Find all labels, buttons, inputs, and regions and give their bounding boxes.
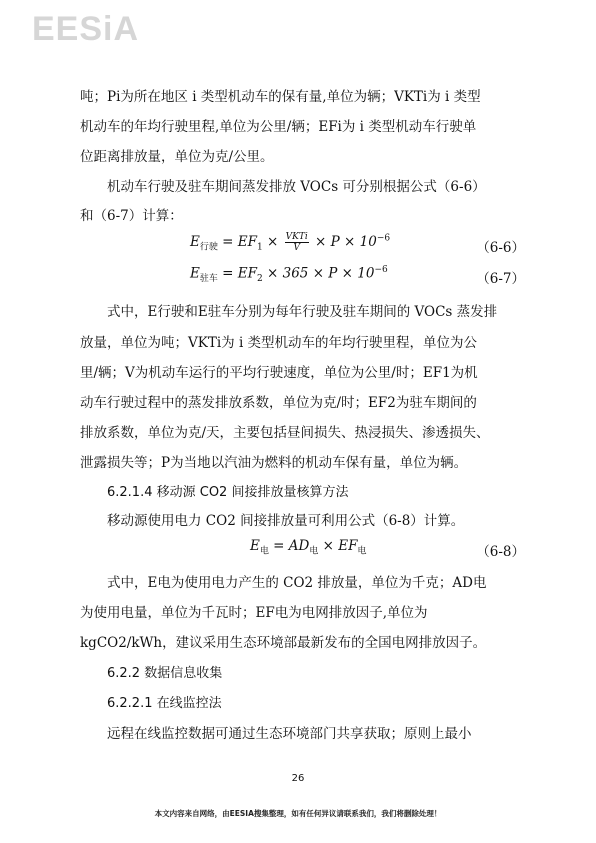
eq68-number: （6-8） bbox=[476, 544, 525, 560]
eq66-times: × bbox=[267, 234, 279, 250]
eq68-eq: = AD bbox=[273, 538, 310, 554]
eq66-ef-sub: 1 bbox=[257, 242, 263, 253]
eq66-number: （6-6） bbox=[476, 240, 525, 256]
section-heading-6-2-2-1: 6.2.2.1 在线监控法 bbox=[107, 696, 222, 711]
eq67-exp: −6 bbox=[374, 265, 388, 275]
eq67-rest: × 365 × P × 10 bbox=[267, 265, 375, 282]
body-line: 移动源使用电力 CO2 间接排放量可利用公式（6-8）计算。 bbox=[107, 513, 465, 529]
eq68-lhs-sub: 电 bbox=[259, 546, 269, 557]
eq67-lhs: E bbox=[190, 265, 200, 282]
body-line: 吨；Pi为所在地区 i 类型机动车的保有量,单位为辆；VKTi为 i 类型 bbox=[80, 89, 481, 105]
page-number: 26 bbox=[291, 773, 305, 784]
body-line: 泄露损失等；P为当地以汽油为燃料的机动车保有量，单位为辆。 bbox=[80, 455, 468, 471]
eq68-times: × EF bbox=[322, 538, 358, 554]
eq66-fraction bbox=[285, 232, 309, 253]
body-line: 和（6-7）计算： bbox=[80, 208, 183, 224]
eq66-exp: −6 bbox=[376, 233, 391, 244]
body-line: 机动车的年均行驶里程,单位为公里/辆；EFi为 i 类型机动车行驶单 bbox=[80, 119, 477, 135]
body-line: 放量，单位为吨；VKTi为 i 类型机动车的年均行驶里程，单位为公 bbox=[80, 335, 478, 351]
eq66-lhs-sub: 行驶 bbox=[199, 242, 218, 253]
body-line: 位距离排放量，单位为克/公里。 bbox=[80, 149, 274, 165]
body-line: 动车行驶过程中的蒸发排放系数，单位为克/时；EF2为驻车期间的 bbox=[80, 395, 477, 411]
eq68-ef-sub: 电 bbox=[357, 546, 367, 557]
eq67-eq: = EF bbox=[222, 265, 257, 282]
body-line: 式中，E行驶和E驻车分别为每年行驶及驻车期间的 VOCs 蒸发排 bbox=[107, 304, 498, 320]
eq66-lhs: E bbox=[190, 234, 200, 250]
eq67-lhs-sub: 驻车 bbox=[199, 274, 218, 285]
eq66-eq: = EF bbox=[222, 234, 257, 250]
body-line: 排放系数，单位为克/天，主要包括昼间损失、热浸损失、渗透损失、 bbox=[80, 425, 490, 441]
body-line: 机动车行驶及驻车期间蒸发排放 VOCs 可分别根据公式（6-6） bbox=[107, 179, 486, 195]
eq68-lhs: E bbox=[250, 538, 260, 554]
footer-notice: 本文内容来自网络，由EESIA搜集整理，如有任何异议请联系我们，我们将删除处理！ bbox=[154, 809, 442, 818]
body-line: 远程在线监控数据可通过生态环境部门共享获取；原则上最小 bbox=[107, 726, 472, 742]
equation-6-6 bbox=[80, 232, 525, 256]
eq66-frac-num: VKTi bbox=[285, 232, 308, 242]
eq68-ad-sub: 电 bbox=[309, 546, 319, 557]
body-line: 式中，E电为使用电力产生的 CO2 排放量，单位为千克；AD电 bbox=[107, 575, 487, 591]
body-line: kgCO2/kWh，建议采用生态环境部最新发布的全国电网排放因子。 bbox=[80, 635, 487, 651]
body-line: 为使用电量，单位为千瓦时；EF电为电网排放因子,单位为 bbox=[80, 605, 428, 621]
eq67-number: （6-7） bbox=[476, 271, 525, 287]
eesia-logo: EESiA bbox=[32, 10, 140, 48]
eq67-ef-sub: 2 bbox=[257, 274, 263, 285]
section-heading-6-2-1-4: 6.2.1.4 移动源 CO2 间接排放量核算方法 bbox=[107, 485, 349, 500]
section-heading-6-2-2: 6.2.2 数据信息收集 bbox=[107, 666, 223, 681]
equation-6-8 bbox=[80, 538, 525, 562]
body-line: 里/辆；V为机动车运行的平均行驶速度，单位为公里/时；EF1为机 bbox=[80, 365, 478, 381]
equation-6-7 bbox=[80, 265, 525, 289]
eq66-rest: × P × 10 bbox=[315, 234, 377, 250]
eq66-frac-den: V bbox=[293, 243, 300, 253]
